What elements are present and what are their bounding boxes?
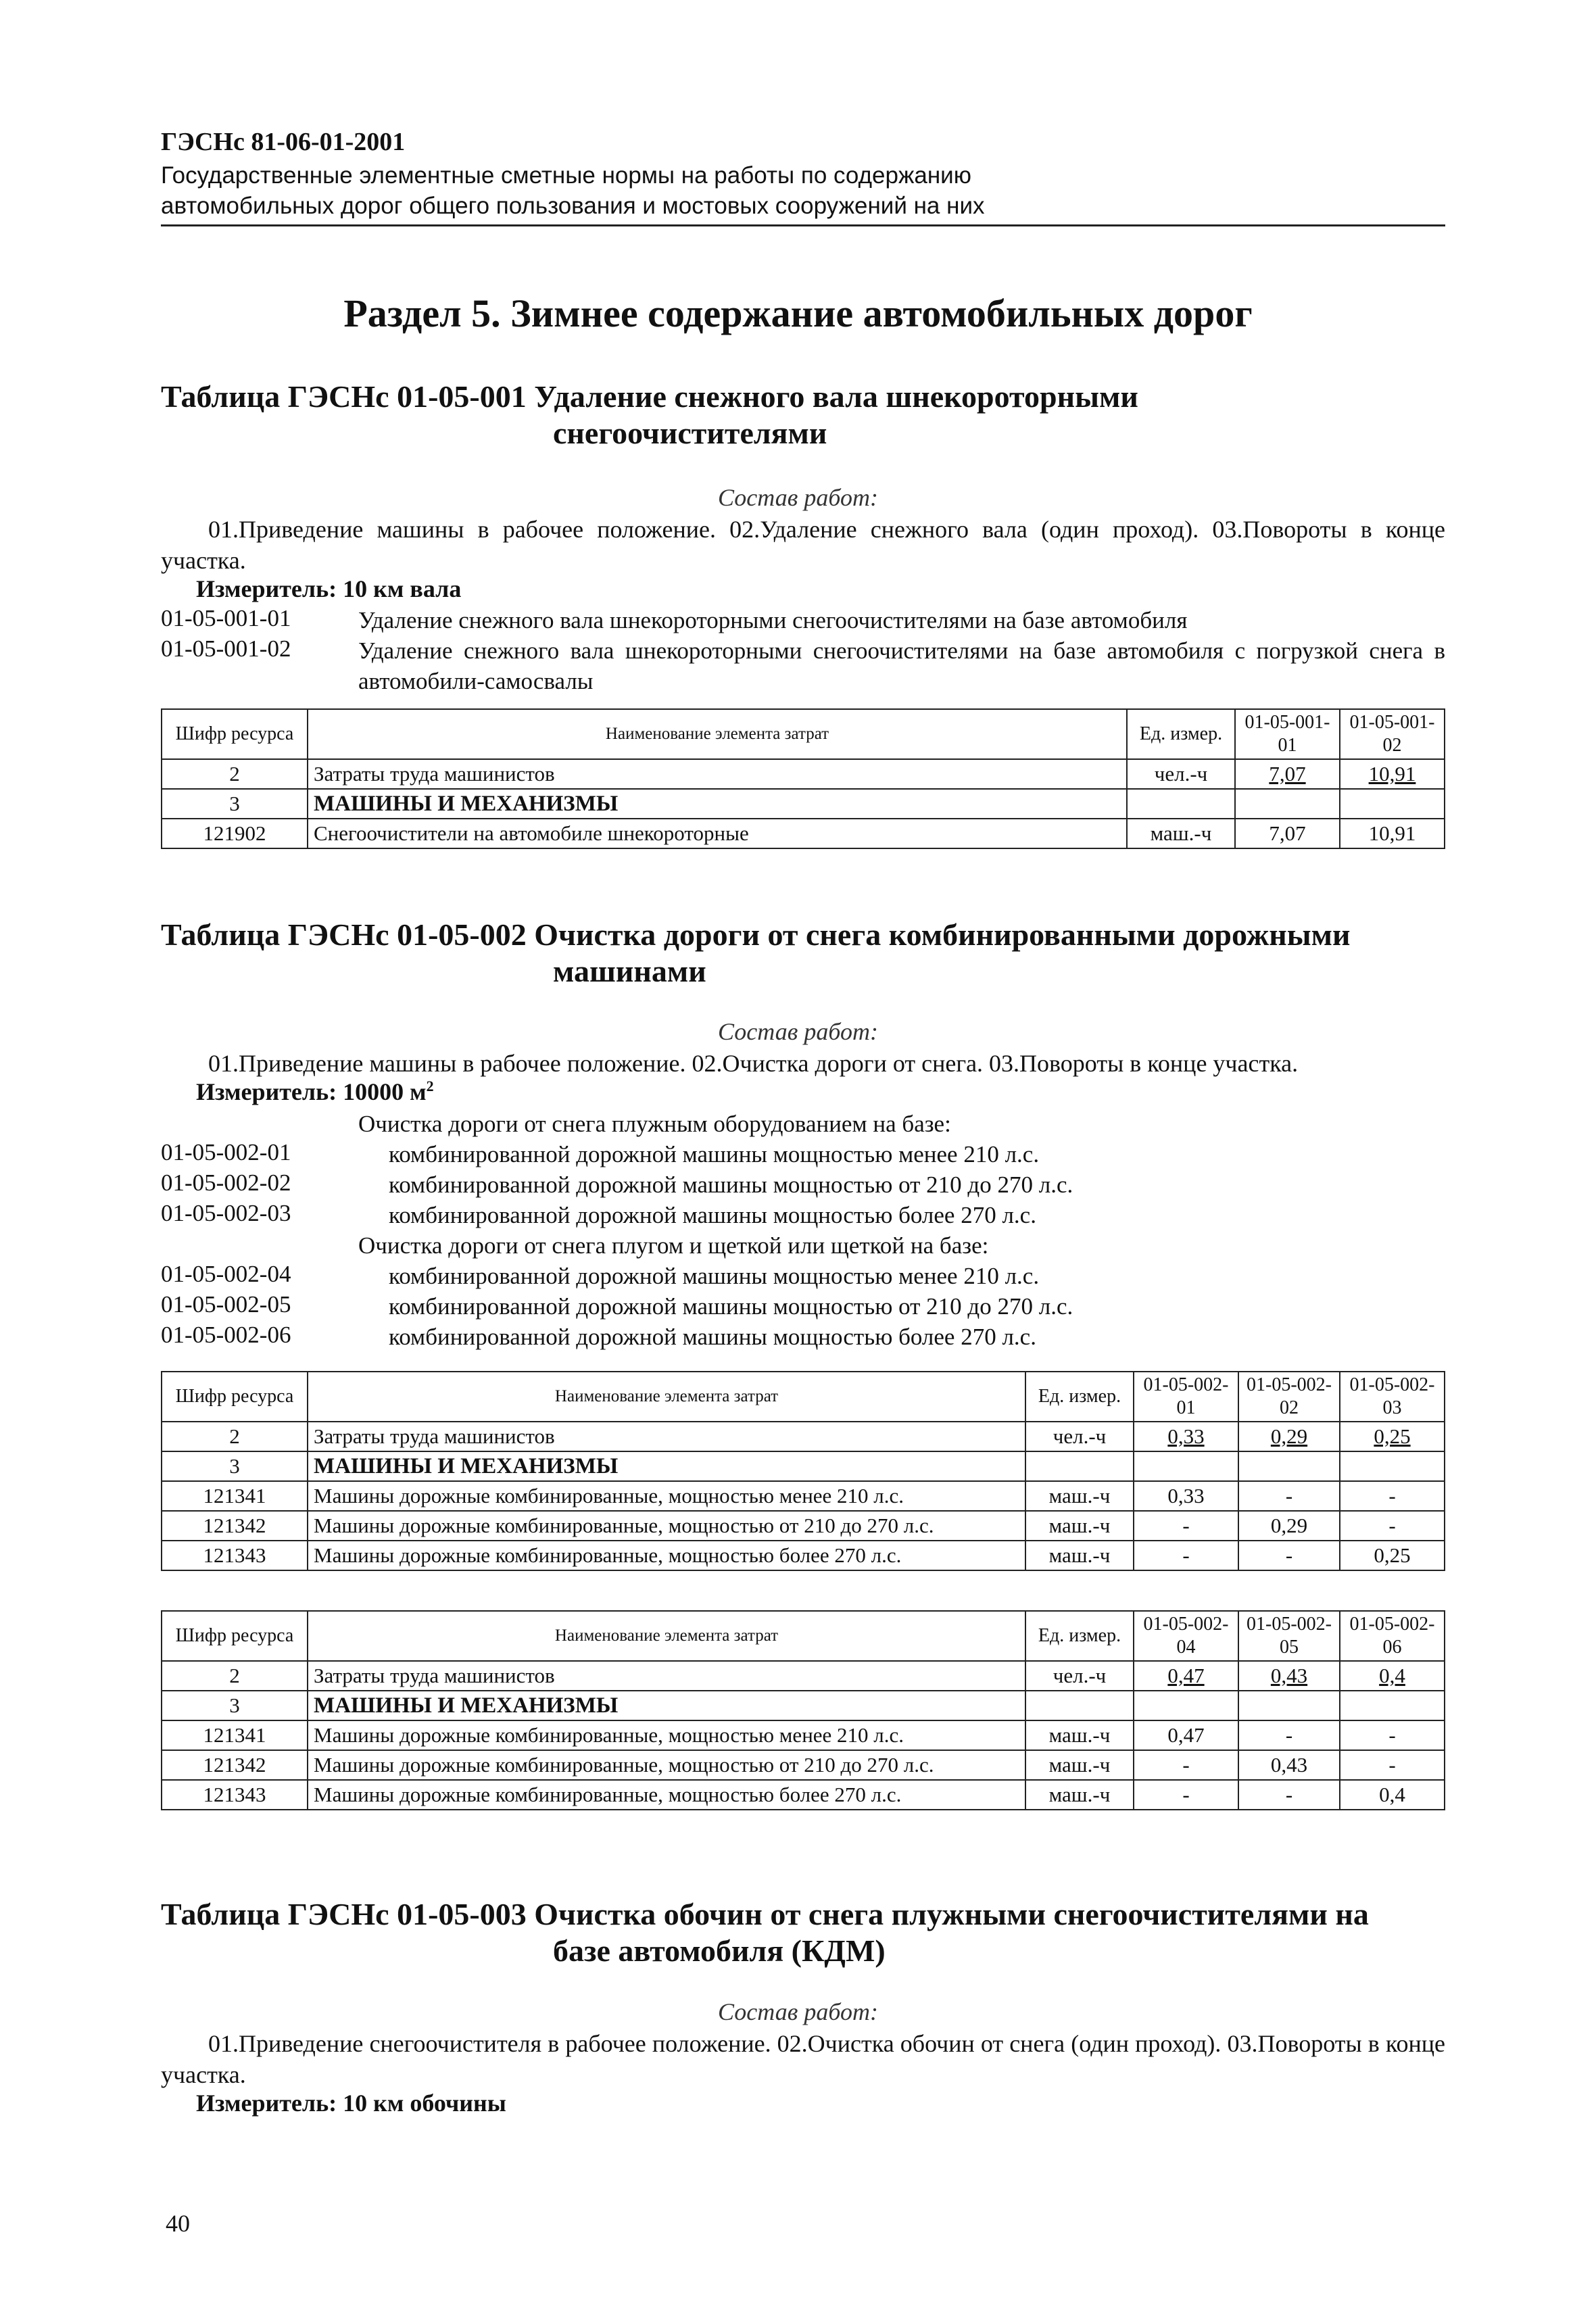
cell-code: 121342 bbox=[162, 1511, 308, 1541]
col-header-norm: 01-05-001-01 bbox=[1235, 709, 1340, 759]
cell-value: 10,91 bbox=[1340, 819, 1445, 848]
norm-group-heading: Очистка дороги от снега плужным оборудованием на базе: bbox=[358, 1111, 951, 1137]
cell-unit: маш.-ч bbox=[1025, 1511, 1134, 1541]
table-row bbox=[162, 1661, 1445, 1691]
table-row bbox=[162, 1451, 1445, 1481]
col-header-norm: 01-05-002-04 bbox=[1134, 1611, 1238, 1661]
table-header-row bbox=[162, 1372, 1445, 1422]
cell-code: 121902 bbox=[162, 819, 308, 848]
cell-value: 0,43 bbox=[1238, 1661, 1340, 1691]
col-header-norm: 01-05-002-06 bbox=[1340, 1611, 1445, 1661]
table-row bbox=[162, 1720, 1445, 1750]
cell-value: 10,91 bbox=[1340, 759, 1445, 789]
table-row bbox=[162, 1481, 1445, 1511]
cell-code: 2 bbox=[162, 1661, 308, 1691]
header-line-1: Государственные элементные сметные нормы на работы по содержанию bbox=[161, 162, 971, 189]
cell-code: 121341 bbox=[162, 1720, 308, 1750]
norm-description: комбинированной дорожной машины мощностью менее 210 л.с. bbox=[389, 1141, 1040, 1167]
cell-code: 3 bbox=[162, 1691, 308, 1720]
norm-code: 01-05-002-06 bbox=[161, 1322, 291, 1348]
cell-value: - bbox=[1238, 1720, 1340, 1750]
cell-name: Машины дорожные комбинированные, мощностью более 270 л.с. bbox=[308, 1541, 1025, 1570]
cell-unit bbox=[1127, 789, 1235, 819]
cell-code: 3 bbox=[162, 1451, 308, 1481]
table-2-title bbox=[161, 917, 1445, 990]
cell-value bbox=[1238, 1451, 1340, 1481]
table-row bbox=[162, 1541, 1445, 1570]
col-header-norm: 01-05-001-02 bbox=[1340, 709, 1445, 759]
section-title: Раздел 5. Зимнее содержание автомобильных дорог bbox=[343, 291, 1253, 335]
cell-value: 0,33 bbox=[1134, 1422, 1238, 1451]
table-2b bbox=[161, 1610, 1445, 1810]
table-2-measure-text: Измеритель: 10000 м bbox=[196, 1078, 427, 1105]
col-header-norm: 01-05-002-03 bbox=[1340, 1372, 1445, 1422]
cell-name: Снегоочистители на автомобиле шнекороторные bbox=[308, 819, 1127, 848]
cell-value bbox=[1238, 1691, 1340, 1720]
cell-code: 3 bbox=[162, 789, 308, 819]
cell-value: 7,07 bbox=[1235, 819, 1340, 848]
cell-value: 0,29 bbox=[1238, 1511, 1340, 1541]
cell-value: - bbox=[1134, 1780, 1238, 1810]
cell-value: 0,47 bbox=[1134, 1661, 1238, 1691]
table-2-title-line-1: Таблица ГЭСНс 01-05-002 Очистка дороги от снега комбинированными дорожными bbox=[161, 917, 1351, 952]
norm-code: 01-05-002-05 bbox=[161, 1291, 291, 1318]
cell-value: - bbox=[1134, 1511, 1238, 1541]
norm-code: 01-05-001-02 bbox=[161, 635, 291, 662]
norm-description: комбинированной дорожной машины мощностью более 270 л.с. bbox=[389, 1202, 1036, 1228]
cell-name: Машины дорожные комбинированные, мощностью более 270 л.с. bbox=[308, 1780, 1025, 1810]
norm-code: 01-05-002-04 bbox=[161, 1261, 291, 1287]
table-3-title bbox=[161, 1896, 1445, 1969]
norm-description: Удаление снежного вала шнекороторными снегоочистителями на базе автомобиля bbox=[358, 607, 1188, 633]
table-1-title bbox=[161, 379, 1445, 452]
cell-value: - bbox=[1134, 1750, 1238, 1780]
cell-value: - bbox=[1238, 1780, 1340, 1810]
table-row bbox=[162, 759, 1445, 789]
cell-value: 0,25 bbox=[1340, 1541, 1445, 1570]
table-2-title-line-2: машинами bbox=[553, 954, 706, 988]
table-1 bbox=[161, 708, 1445, 849]
table-3-title-line-1: Таблица ГЭСНс 01-05-003 Очистка обочин от снега плужными снегоочистителями на bbox=[161, 1897, 1369, 1931]
cell-value bbox=[1340, 1691, 1445, 1720]
cell-value: 0,29 bbox=[1238, 1422, 1340, 1451]
cell-unit: маш.-ч bbox=[1025, 1541, 1134, 1570]
table-row bbox=[162, 1780, 1445, 1810]
cell-value bbox=[1340, 1451, 1445, 1481]
cell-value: - bbox=[1238, 1481, 1340, 1511]
col-header-norm: 01-05-002-01 bbox=[1134, 1372, 1238, 1422]
cell-unit: маш.-ч bbox=[1025, 1720, 1134, 1750]
header-line-2: автомобильных дорог общего пользования и мостовых сооружений на них bbox=[161, 193, 985, 219]
cell-name: Машины дорожные комбинированные, мощностью от 210 до 270 л.с. bbox=[308, 1750, 1025, 1780]
cell-unit: маш.-ч bbox=[1025, 1481, 1134, 1511]
cell-unit: маш.-ч bbox=[1127, 819, 1235, 848]
cell-value: 7,07 bbox=[1235, 759, 1340, 789]
cell-value: - bbox=[1340, 1481, 1445, 1511]
document-code: ГЭСНс 81-06-01-2001 bbox=[161, 128, 406, 156]
col-header-name: Наименование элемента затрат bbox=[308, 1611, 1025, 1661]
cell-value bbox=[1340, 789, 1445, 819]
cell-value bbox=[1134, 1451, 1238, 1481]
norm-code: 01-05-001-01 bbox=[161, 605, 291, 631]
table-3-works: 01.Приведение снегоочистителя в рабочее положение. 02.Очистка обочин от снега (один проход). 03.Повороты в конце участка. bbox=[161, 2030, 1445, 2088]
cell-unit: чел.-ч bbox=[1025, 1422, 1134, 1451]
cell-unit bbox=[1025, 1691, 1134, 1720]
table-2a bbox=[161, 1371, 1445, 1571]
cell-name: Затраты труда машинистов bbox=[308, 759, 1127, 789]
table-row bbox=[162, 1422, 1445, 1451]
norm-description: Удаление снежного вала шнекороторными снегоочистителями на базе автомобиля с погрузкой снега в автомобили-самосвалы bbox=[358, 637, 1445, 694]
cell-code: 2 bbox=[162, 1422, 308, 1451]
table-header-row bbox=[162, 709, 1445, 759]
table-1-works-label: Состав работ: bbox=[718, 484, 878, 511]
table-row bbox=[162, 1511, 1445, 1541]
col-header-name: Наименование элемента затрат bbox=[308, 1372, 1025, 1422]
cell-name: Машины дорожные комбинированные, мощностью менее 210 л.с. bbox=[308, 1481, 1025, 1511]
table-1-title-line-2: снегоочистителями bbox=[553, 416, 827, 450]
norm-description: комбинированной дорожной машины мощностью от 210 до 270 л.с. bbox=[389, 1172, 1073, 1198]
cell-name: Машины дорожные комбинированные, мощностью менее 210 л.с. bbox=[308, 1720, 1025, 1750]
cell-value: - bbox=[1340, 1750, 1445, 1780]
page-number: 40 bbox=[166, 2210, 190, 2237]
cell-value: 0,4 bbox=[1340, 1780, 1445, 1810]
col-header-code: Шифр ресурса bbox=[162, 1372, 308, 1422]
col-header-unit: Ед. измер. bbox=[1025, 1372, 1134, 1422]
table-2-works: 01.Приведение машины в рабочее положение. 02.Очистка дороги от снега. 03.Повороты в конце участка. bbox=[208, 1050, 1299, 1077]
col-header-code: Шифр ресурса bbox=[162, 1611, 308, 1661]
cell-code: 121342 bbox=[162, 1750, 308, 1780]
table-1-works: 01.Приведение машины в рабочее положение. 02.Удаление снежного вала (один проход). 03.Повороты в конце участка. bbox=[161, 516, 1445, 574]
cell-code: 121341 bbox=[162, 1481, 308, 1511]
table-3-title-line-2: базе автомобиля (КДМ) bbox=[553, 1933, 886, 1968]
table-3-measure: Измеритель: 10 км обочины bbox=[196, 2090, 506, 2117]
norm-description: комбинированной дорожной машины мощностью от 210 до 270 л.с. bbox=[389, 1293, 1073, 1320]
cell-name: Затраты труда машинистов bbox=[308, 1422, 1025, 1451]
cell-unit: чел.-ч bbox=[1025, 1661, 1134, 1691]
cell-value: - bbox=[1340, 1720, 1445, 1750]
table-1-measure: Измеритель: 10 км вала bbox=[196, 575, 462, 602]
table-2-measure bbox=[196, 1078, 434, 1106]
cell-value: 0,43 bbox=[1238, 1750, 1340, 1780]
cell-value: 0,4 bbox=[1340, 1661, 1445, 1691]
cell-group-name: МАШИНЫ И МЕХАНИЗМЫ bbox=[308, 1691, 1025, 1720]
table-2-works-label: Состав работ: bbox=[718, 1018, 878, 1045]
cell-value: 0,25 bbox=[1340, 1422, 1445, 1451]
norm-code: 01-05-002-02 bbox=[161, 1169, 291, 1196]
cell-group-name: МАШИНЫ И МЕХАНИЗМЫ bbox=[308, 789, 1127, 819]
norm-group-heading: Очистка дороги от снега плугом и щеткой или щеткой на базе: bbox=[358, 1232, 989, 1259]
norm-code: 01-05-002-03 bbox=[161, 1200, 291, 1226]
table-header-row bbox=[162, 1611, 1445, 1661]
header-rule bbox=[161, 224, 1445, 226]
norm-code: 01-05-002-01 bbox=[161, 1139, 291, 1165]
cell-code: 121343 bbox=[162, 1780, 308, 1810]
cell-value: - bbox=[1238, 1541, 1340, 1570]
col-header-norm: 01-05-002-05 bbox=[1238, 1611, 1340, 1661]
norm-description: комбинированной дорожной машины мощностью более 270 л.с. bbox=[389, 1324, 1036, 1350]
cell-value: - bbox=[1134, 1541, 1238, 1570]
cell-name: Машины дорожные комбинированные, мощностью от 210 до 270 л.с. bbox=[308, 1511, 1025, 1541]
col-header-norm: 01-05-002-02 bbox=[1238, 1372, 1340, 1422]
col-header-unit: Ед. измер. bbox=[1127, 709, 1235, 759]
col-header-unit: Ед. измер. bbox=[1025, 1611, 1134, 1661]
cell-name: Затраты труда машинистов bbox=[308, 1661, 1025, 1691]
cell-unit bbox=[1025, 1451, 1134, 1481]
cell-unit: маш.-ч bbox=[1025, 1750, 1134, 1780]
table-row bbox=[162, 1691, 1445, 1720]
col-header-code: Шифр ресурса bbox=[162, 709, 308, 759]
cell-value: 0,33 bbox=[1134, 1481, 1238, 1511]
col-header-name: Наименование элемента затрат bbox=[308, 709, 1127, 759]
table-row bbox=[162, 1750, 1445, 1780]
table-3-works-label: Состав работ: bbox=[718, 1998, 878, 2025]
cell-group-name: МАШИНЫ И МЕХАНИЗМЫ bbox=[308, 1451, 1025, 1481]
table-1-title-line-1: Таблица ГЭСНс 01-05-001 Удаление снежного вала шнекороторными bbox=[161, 379, 1138, 414]
cell-unit: маш.-ч bbox=[1025, 1780, 1134, 1810]
table-row bbox=[162, 789, 1445, 819]
table-row bbox=[162, 819, 1445, 848]
cell-unit: чел.-ч bbox=[1127, 759, 1235, 789]
table-2-measure-sup: 2 bbox=[426, 1078, 434, 1094]
cell-value bbox=[1134, 1691, 1238, 1720]
cell-value: - bbox=[1340, 1511, 1445, 1541]
cell-code: 121343 bbox=[162, 1541, 308, 1570]
norm-description: комбинированной дорожной машины мощностью менее 210 л.с. bbox=[389, 1263, 1040, 1289]
cell-value bbox=[1235, 789, 1340, 819]
cell-value: 0,47 bbox=[1134, 1720, 1238, 1750]
cell-code: 2 bbox=[162, 759, 308, 789]
